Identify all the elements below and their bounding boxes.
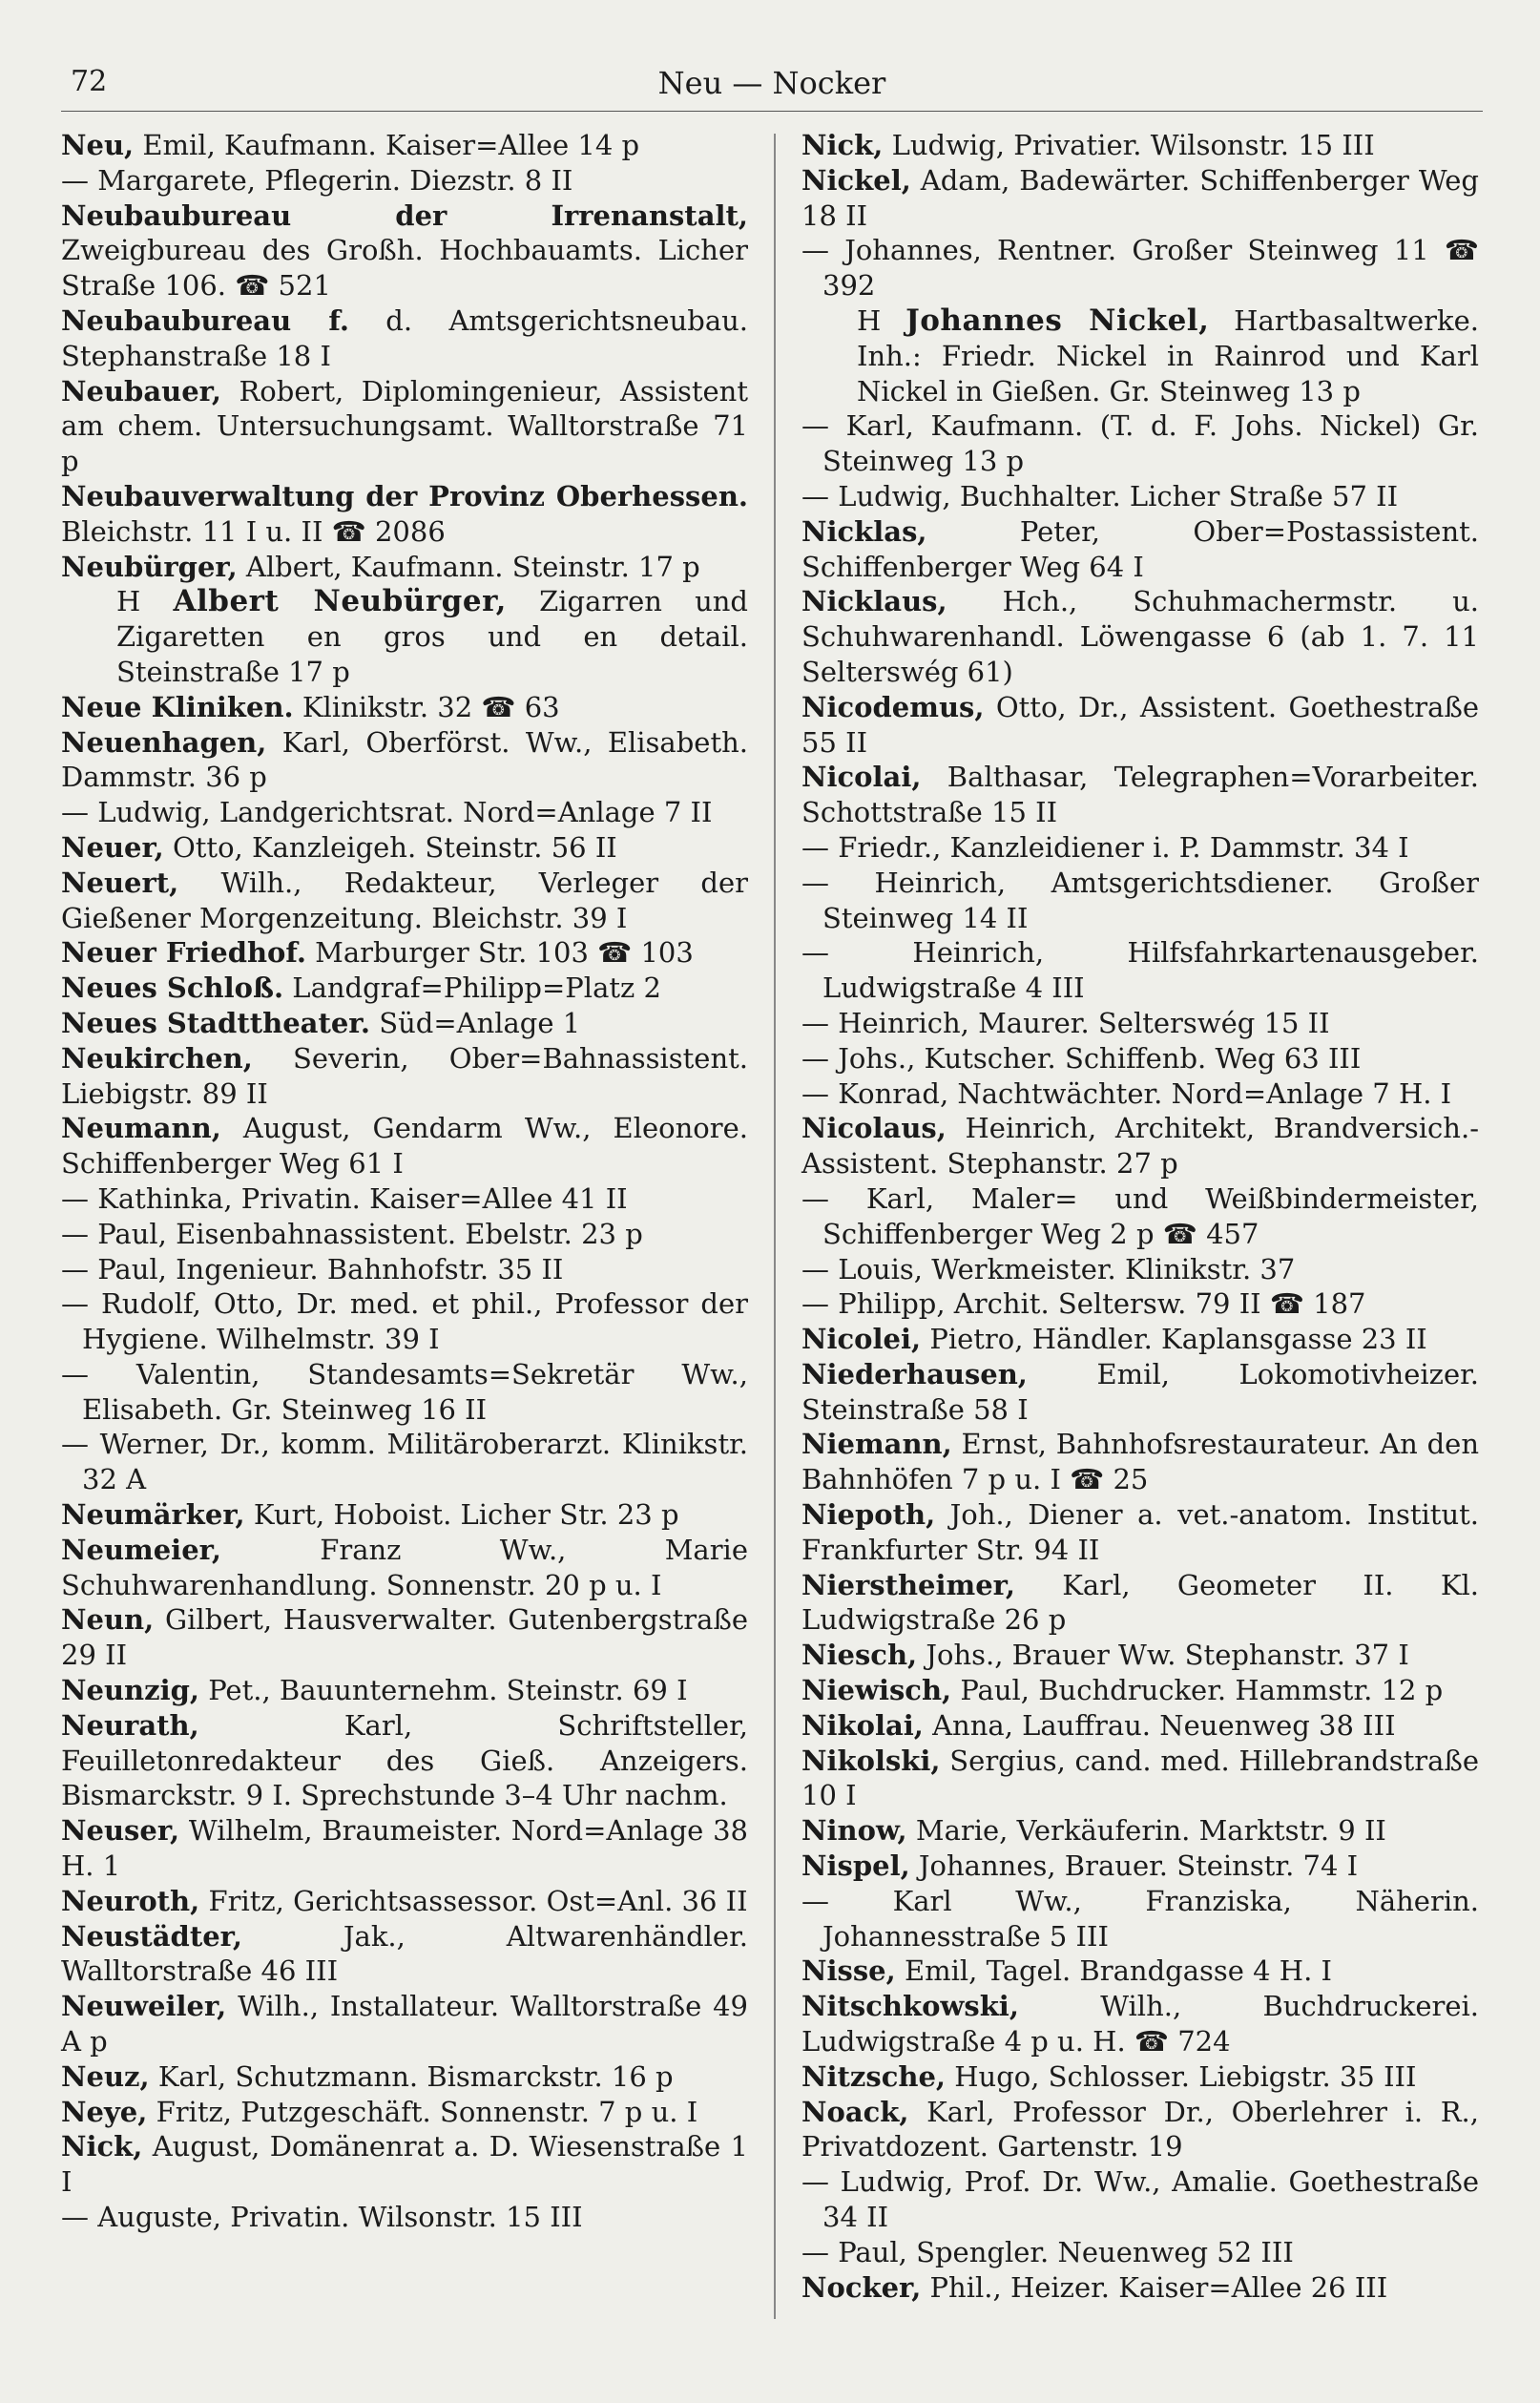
left-column xyxy=(61,128,748,2235)
directory-entry: Nicklas, Peter, Ober=Postassistent. Schiffenberger Weg 64 I xyxy=(801,514,1479,583)
directory-entry: Niewisch, Paul, Buchdrucker. Hammstr. 12 p xyxy=(801,1674,1444,1707)
page-header xyxy=(61,61,1483,112)
directory-entry: Nitschkowski, Wilh., Buchdruckerei. Ludwigstraße 4 p u. H. ☎ 724 xyxy=(801,1990,1479,2058)
directory-entry: — Werner, Dr., komm. Militäroberarzt. Klinikstr. 32 A xyxy=(61,1428,748,1496)
directory-entry: Nick, August, Domänenrat a. D. Wiesenstraße 1 I xyxy=(61,2130,748,2199)
directory-entry: — Karl, Maler= und Weißbindermeister, Schiffenberger Weg 2 p ☎ 457 xyxy=(801,1181,1479,1250)
directory-entry: — Valentin, Standesamts=Sekretär Ww., Elisabeth. Gr. Steinweg 16 II xyxy=(61,1357,748,1426)
directory-entry: Neuert, Wilh., Redakteur, Verleger der Gießener Morgenzeitung. Bleichstr. 39 I xyxy=(61,866,748,934)
directory-entry: — Karl Ww., Franziska, Näherin. Johannesstraße 5 III xyxy=(801,1884,1479,1953)
right-column xyxy=(801,128,1479,2305)
directory-entry: Neubaubureau f. d. Amtsgerichtsneubau. Stephanstraße 18 I xyxy=(61,303,748,372)
directory-entry: — Paul, Eisenbahnassistent. Ebelstr. 23 p xyxy=(61,1217,643,1250)
directory-entry: Neumeier, Franz Ww., Marie Schuhwarenhandlung. Sonnenstr. 20 p u. I xyxy=(61,1533,748,1601)
directory-entry: Neues Schloß. Landgraf=Philipp=Platz 2 xyxy=(61,972,661,1005)
directory-entry: Neunzig, Pet., Bauunternehm. Steinstr. 69 I xyxy=(61,1674,688,1707)
directory-entry: Nikolai, Anna, Lauffrau. Neuenweg 38 III xyxy=(801,1708,1396,1742)
directory-entry: — Ludwig, Buchhalter. Licher Straße 57 II xyxy=(801,479,1399,512)
directory-entry: — Auguste, Privatin. Wilsonstr. 15 III xyxy=(61,2201,583,2234)
directory-entry: H Albert Neubürger, Zigarren und Zigaretten en gros und en detail. Steinstraße 17 p xyxy=(116,584,748,688)
directory-entry: Nispel, Johannes, Brauer. Steinstr. 74 I xyxy=(801,1849,1359,1883)
directory-entry: Nitzsche, Hugo, Schlosser. Liebigstr. 35 III xyxy=(801,2059,1417,2093)
directory-entry: — Kathinka, Privatin. Kaiser=Allee 41 II xyxy=(61,1181,628,1215)
column-divider xyxy=(774,134,776,2319)
directory-entry: Niemann, Ernst, Bahnhofsrestaurateur. An den Bahnhöfen 7 p u. I ☎ 25 xyxy=(801,1428,1479,1496)
directory-entry: — Heinrich, Maurer. Selterswég 15 II xyxy=(801,1006,1330,1039)
directory-entry: — Johannes, Rentner. Großer Steinweg 11 ☎ 392 xyxy=(801,234,1479,303)
directory-entry: — Konrad, Nachtwächter. Nord=Anlage 7 H. I xyxy=(801,1076,1452,1110)
page-number: 72 xyxy=(71,65,108,98)
directory-entry: Nisse, Emil, Tagel. Brandgasse 4 H. I xyxy=(801,1954,1332,1988)
directory-entry: Neue Kliniken. Klinikstr. 32 ☎ 63 xyxy=(61,690,560,723)
directory-entry: Niepoth, Joh., Diener a. vet.-anatom. Institut. Frankfurter Str. 94 II xyxy=(801,1498,1479,1566)
directory-entry: Neubauer, Robert, Diplomingenieur, Assistent am chem. Untersuchungsamt. Walltorstraße 71 p xyxy=(61,374,748,478)
directory-entry: — Heinrich, Hilfsfahrkartenausgeber. Ludwigstraße 4 III xyxy=(801,936,1479,1005)
running-head: Neu — Nocker xyxy=(657,65,886,101)
directory-entry: H Johannes Nickel, Hartbasaltwerke. Inh.: Friedr. Nickel in Rainrod und Karl Nickel in Gießen. Gr. Steinweg 13 p xyxy=(857,303,1480,407)
directory-entry: Neubaubureau der Irrenanstalt, Zweigbureau des Großh. Hochbauamts. Licher Straße 106. ☎ 521 xyxy=(61,199,748,303)
directory-entry: Neues Stadttheater. Süd=Anlage 1 xyxy=(61,1006,581,1039)
directory-entry: Neuser, Wilhelm, Braumeister. Nord=Anlage 38 H. 1 xyxy=(61,1814,748,1883)
directory-entry: Neuroth, Fritz, Gerichtsassessor. Ost=Anl. 36 II xyxy=(61,1884,748,1917)
directory-entry: Neuz, Karl, Schutzmann. Bismarckstr. 16 p xyxy=(61,2059,674,2093)
directory-entry: — Heinrich, Amtsgerichtsdiener. Großer Steinweg 14 II xyxy=(801,866,1479,934)
directory-entry: Neuer, Otto, Kanzleigeh. Steinstr. 56 II xyxy=(61,830,617,864)
directory-entry: Neustädter, Jak., Altwarenhändler. Walltorstraße 46 III xyxy=(61,1919,748,1988)
directory-entry: Neuenhagen, Karl, Oberförst. Ww., Elisabeth. Dammstr. 36 p xyxy=(61,725,748,794)
directory-entry: Nicolaus, Heinrich, Architekt, Brandversich.-Assistent. Stephanstr. 27 p xyxy=(801,1112,1479,1181)
directory-entry: Nicolei, Pietro, Händler. Kaplansgasse 23 II xyxy=(801,1323,1427,1356)
directory-entry: Nicodemus, Otto, Dr., Assistent. Goethestraße 55 II xyxy=(801,690,1479,759)
directory-entry: Neurath, Karl, Schriftsteller, Feuilletonredakteur des Gieß. Anzeigers. Bismarckstr. 9 I. Sprechstunde 3–4 Uhr nachm. xyxy=(61,1708,748,1812)
directory-entry: — Paul, Spengler. Neuenweg 52 III xyxy=(801,2235,1294,2268)
directory-entry: Neukirchen, Severin, Ober=Bahnassistent. Liebigstr. 89 II xyxy=(61,1041,748,1110)
directory-entry: — Ludwig, Landgerichtsrat. Nord=Anlage 7 II xyxy=(61,796,713,829)
directory-entry: — Johs., Kutscher. Schiffenb. Weg 63 III xyxy=(801,1041,1362,1075)
directory-entry: — Philipp, Archit. Seltersw. 79 II ☎ 187 xyxy=(801,1287,1366,1321)
directory-entry: — Louis, Werkmeister. Klinikstr. 37 xyxy=(801,1252,1296,1285)
directory-entry: Nicolai, Balthasar, Telegraphen=Vorarbeiter. Schottstraße 15 II xyxy=(801,761,1479,829)
directory-entry: Nicklaus, Hch., Schuhmachermstr. u. Schuhwarenhandl. Löwengasse 6 (ab 1. 7. 11 Selterswég 61) xyxy=(801,585,1479,688)
directory-entry: Ninow, Marie, Verkäuferin. Marktstr. 9 II xyxy=(801,1814,1386,1848)
directory-entry: — Ludwig, Prof. Dr. Ww., Amalie. Goethestraße 34 II xyxy=(801,2165,1479,2234)
directory-entry: Nikolski, Sergius, cand. med. Hillebrandstraße 10 I xyxy=(801,1744,1479,1812)
directory-entry: Niederhausen, Emil, Lokomotivheizer. Steinstraße 58 I xyxy=(801,1357,1479,1426)
directory-entry: Neye, Fritz, Putzgeschäft. Sonnenstr. 7 p u. I xyxy=(61,2095,698,2128)
directory-entry: Niesch, Johs., Brauer Ww. Stephanstr. 37 I xyxy=(801,1639,1409,1672)
directory-entry: — Paul, Ingenieur. Bahnhofstr. 35 II xyxy=(61,1252,564,1285)
directory-entry: Nickel, Adam, Badewärter. Schiffenberger Weg 18 II xyxy=(801,163,1479,232)
directory-entry: Nierstheimer, Karl, Geometer II. Kl. Ludwigstraße 26 p xyxy=(801,1568,1479,1637)
directory-entry: Neuer Friedhof. Marburger Str. 103 ☎ 103 xyxy=(61,936,694,970)
directory-entry: Nick, Ludwig, Privatier. Wilsonstr. 15 III xyxy=(801,129,1375,161)
directory-entry: — Rudolf, Otto, Dr. med. et phil., Professor der Hygiene. Wilhelmstr. 39 I xyxy=(61,1287,748,1356)
directory-entry: Neu, Emil, Kaufmann. Kaiser=Allee 14 p xyxy=(61,129,640,161)
directory-entry: Neuweiler, Wilh., Installateur. Walltorstraße 49 A p xyxy=(61,1990,748,2058)
directory-entry: Neubauverwaltung der Provinz Oberhessen. Bleichstr. 11 I u. II ☎ 2086 xyxy=(61,479,748,548)
directory-entry: Neubürger, Albert, Kaufmann. Steinstr. 17 p xyxy=(61,550,700,583)
directory-entry: Neumann, August, Gendarm Ww., Eleonore. Schiffenberger Weg 61 I xyxy=(61,1112,748,1181)
directory-entry: Neumärker, Kurt, Hoboist. Licher Str. 23 p xyxy=(61,1498,679,1532)
directory-entry: Nocker, Phil., Heizer. Kaiser=Allee 26 III xyxy=(801,2270,1388,2304)
directory-entry: Neun, Gilbert, Hausverwalter. Gutenbergstraße 29 II xyxy=(61,1603,748,1672)
directory-entry: Noack, Karl, Professor Dr., Oberlehrer i. R., Privatdozent. Gartenstr. 19 xyxy=(801,2095,1479,2163)
directory-entry: — Margarete, Pflegerin. Diezstr. 8 II xyxy=(61,163,573,197)
directory-entry: — Friedr., Kanzleidiener i. P. Dammstr. 34 I xyxy=(801,830,1409,864)
directory-entry: — Karl, Kaufmann. (T. d. F. Johs. Nickel) Gr. Steinweg 13 p xyxy=(801,409,1479,478)
